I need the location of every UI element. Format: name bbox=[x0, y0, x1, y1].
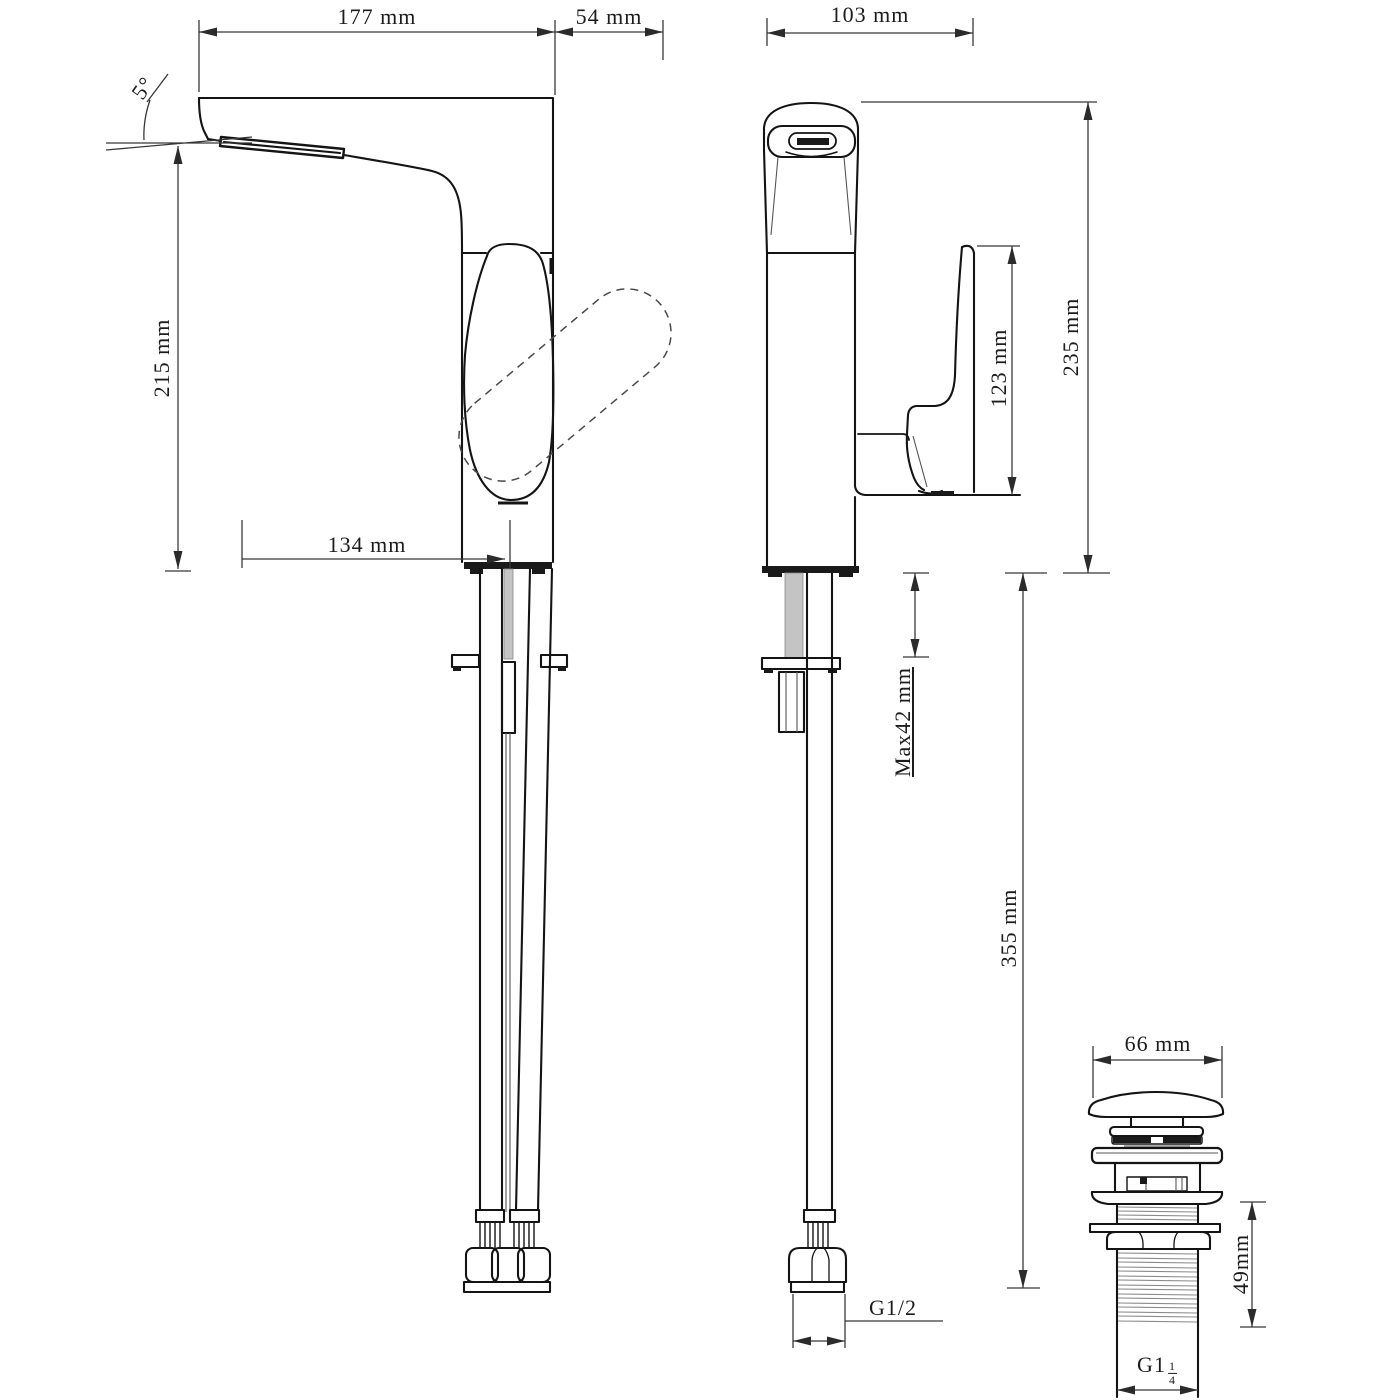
dim-label-tip-offset: 134 mm bbox=[327, 532, 407, 557]
dim-label-inlet-thread: G1/2 bbox=[869, 1295, 917, 1320]
dim-label-deck-max: Max42 mm bbox=[890, 666, 915, 778]
drain-thread-fraction: $\frac{1}{4}$ bbox=[1168, 1358, 1176, 1387]
dim-label-body-width: 103 mm bbox=[830, 2, 910, 27]
dim-label-spout-angle: 5° bbox=[126, 71, 160, 104]
dim-label-drain-cap-width: 66 mm bbox=[1124, 1031, 1192, 1056]
dim-label-drain-shank-length: 49mm bbox=[1228, 1233, 1253, 1295]
dim-label-total-height: 235 mm bbox=[1058, 297, 1083, 377]
dim-label-spout-reach: 177 mm bbox=[337, 4, 417, 29]
side-view-drawing bbox=[199, 98, 689, 1292]
dim-label-handle-height: 123 mm bbox=[986, 328, 1011, 408]
dim-label-spout-height: 215 mm bbox=[149, 318, 174, 398]
dim-label-drain-thread bbox=[1137, 1351, 1177, 1387]
dimension-lines bbox=[106, 18, 1266, 1395]
dim-label-body-depth: 54 mm bbox=[575, 4, 643, 29]
drain-thread-main: G1 bbox=[1137, 1351, 1166, 1377]
dim-label-hose-length: 355 mm bbox=[996, 888, 1021, 968]
